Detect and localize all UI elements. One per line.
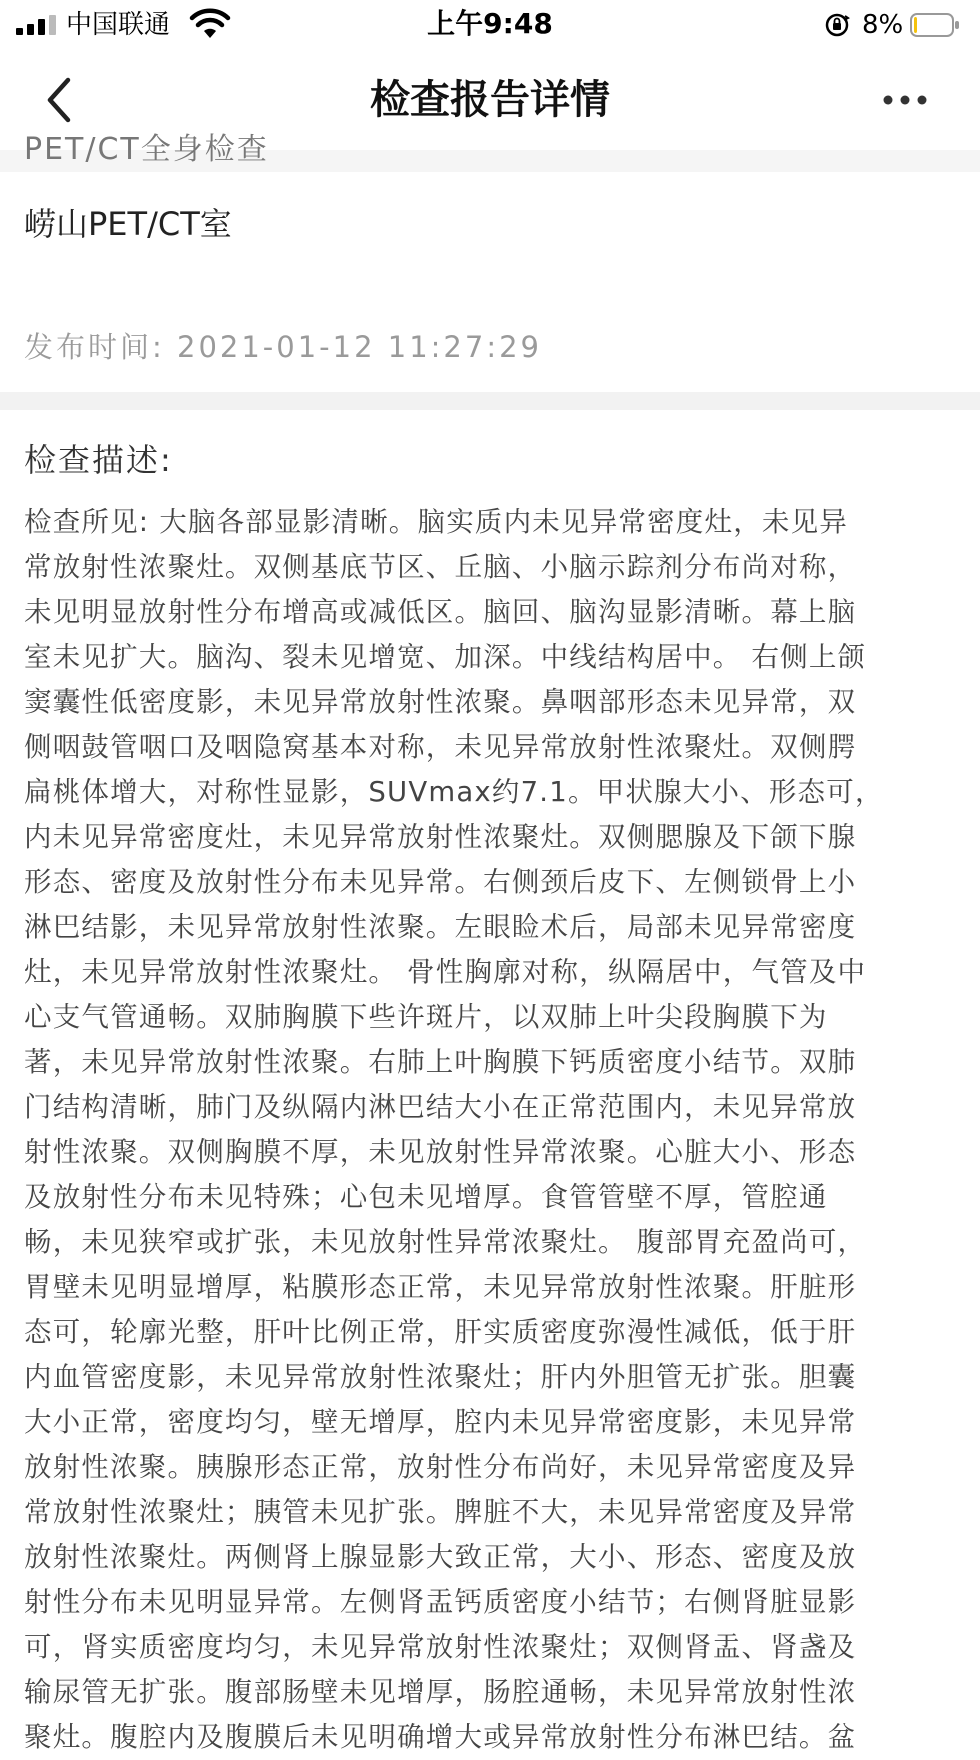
status-time: 上午9:48 bbox=[427, 7, 553, 40]
status-bar bbox=[0, 0, 980, 50]
publish-time: 发布时间: 2021-01-12 11:27:29 bbox=[24, 330, 542, 364]
previous-section-remnant bbox=[0, 132, 980, 172]
more-icon[interactable] bbox=[880, 88, 930, 112]
battery-percent: 8% bbox=[862, 10, 904, 40]
exam-info-section bbox=[0, 172, 980, 392]
orientation-lock-icon bbox=[824, 12, 850, 38]
clipped-exam-name: PET/CT全身检查 bbox=[24, 132, 269, 167]
exam-location: 崂山PET/CT室 bbox=[24, 205, 232, 243]
exam-description-section bbox=[0, 410, 980, 1753]
carrier-name: 中国联通 bbox=[66, 10, 171, 40]
description-heading: 检查描述: bbox=[24, 441, 173, 479]
battery-icon bbox=[910, 13, 960, 37]
page-title: 检查报告详情 bbox=[370, 77, 610, 123]
description-text: 检查所见: 大脑各部显影清晰。脑实质内未见异常密度灶，未见异 常放射性浓聚灶。双侧基底节区、丘脑、小脑示踪剂分布尚对称， 未见明显放射性分布增高或减低区。脑回、脑沟显影清晰。幕上脑 室未见扩大。脑沟、裂未见增宽、加深。中线结构居中。 右侧上颌 窦囊性低密度影，未见异常放射性浓聚。鼻咽部形态未见异常，双 侧咽鼓管咽口及咽隐窝基本对称，未见异常放射性浓聚灶。双侧腭 扁桃体增大，对称性显影，SUVmax约7.1。甲状腺大小、形态可， 内未见异常密度灶，未见异常放射性浓聚灶。双侧腮腺及下颌下腺 形态、密度及放射性分布未见异常。右侧颈后皮下、左侧锁骨上小 淋巴结影，未见异常放射性浓聚。左眼睑术后，局部未见异常密度 灶，未见异常放射性浓聚灶。 骨性胸廓对称，纵隔居中，气管及中 心支气管通畅。双肺胸膜下些许斑片，以双肺上叶尖段胸膜下为 著，未见异常放射性浓聚。右肺上叶胸膜下钙质密度小结节。双肺 门结构清晰，肺门及纵隔内淋巴结大小在正常范围内，未见异常放 射性浓聚。双侧胸膜不厚，未见放射性异常浓聚。心脏大小、形态 及放射性分布未见特殊；心包未见增厚。食管管壁不厚，管腔通 畅，未见狭窄或扩张，未见放射性异常浓聚灶。 腹部胃充盈尚可， 胃壁未见明显增厚，粘膜形态正常，未见异常放射性浓聚。肝脏形 态可，轮廓光整，肝叶比例正常，肝实质密度弥漫性减低，低于肝 内血管密度影，未见异常放射性浓聚灶；肝内外胆管无扩张。胆囊 大小正常，密度均匀，壁无增厚，腔内未见异常密度影，未见异常 放射性浓聚。胰腺形态正常，放射性分布尚好，未见异常密度及异 常放射性浓聚灶；胰管未见扩张。脾脏不大，未见异常密度及异常 放射性浓聚灶。两侧肾上腺显影大致正常，大小、形态、密度及放 射性分布未见明显异常。左侧肾盂钙质密度小结节；右侧肾脏显影 可，肾实质密度均匀，未见异常放射性浓聚灶；双侧肾盂、肾盏及 输尿管无扩张。腹部肠壁未见增厚，肠腔通畅，未见异常放射性浓 聚灶。腹腔内及腹膜后未见明确增大或异常放射性分布淋巴结。盆 bbox=[24, 506, 884, 1753]
section-divider bbox=[0, 392, 980, 410]
